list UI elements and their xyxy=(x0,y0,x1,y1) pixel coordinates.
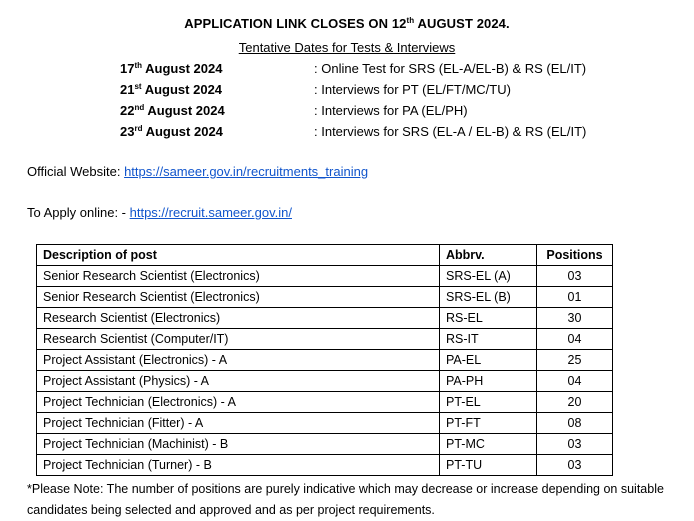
cell-description: Project Technician (Fitter) - A xyxy=(37,413,440,434)
title-superscript: th xyxy=(406,16,415,25)
table-row xyxy=(37,287,613,308)
header-positions: Positions xyxy=(537,245,613,266)
date-month: August 2024 xyxy=(142,61,223,76)
title-text-end: AUGUST 2024. xyxy=(414,16,510,31)
cell-abbreviation: RS-EL xyxy=(440,308,537,329)
cell-description: Project Technician (Turner) - B xyxy=(37,455,440,476)
cell-description: Project Technician (Machinist) - B xyxy=(37,434,440,455)
official-website-label: Official Website: xyxy=(27,164,125,179)
cell-abbreviation: RS-IT xyxy=(440,329,537,350)
table-row xyxy=(37,455,613,476)
title-text: APPLICATION LINK CLOSES ON 12 xyxy=(184,16,407,31)
table-row xyxy=(37,371,613,392)
cell-abbreviation: PT-EL xyxy=(440,392,537,413)
table-row xyxy=(37,308,613,329)
schedule-event: : Interviews for PT (EL/FT/MC/TU) xyxy=(314,82,511,97)
official-website-link[interactable]: https://sameer.gov.in/recruitments_training xyxy=(124,164,369,179)
table-header-row xyxy=(37,245,613,266)
date-superscript: st xyxy=(134,82,142,91)
schedule-date xyxy=(120,124,223,139)
cell-positions: 03 xyxy=(537,434,613,455)
date-day: 17 xyxy=(120,61,135,76)
cell-positions: 04 xyxy=(537,329,613,350)
date-superscript: th xyxy=(134,61,143,70)
cell-positions: 01 xyxy=(537,287,613,308)
page-title xyxy=(0,16,694,31)
cell-description: Research Scientist (Computer/IT) xyxy=(37,329,440,350)
apply-online-line xyxy=(27,205,292,220)
table-row xyxy=(37,392,613,413)
cell-abbreviation: SRS-EL (B) xyxy=(440,287,537,308)
cell-abbreviation: PT-FT xyxy=(440,413,537,434)
date-day: 21 xyxy=(120,82,135,97)
schedule-event: : Online Test for SRS (EL-A/EL-B) & RS (EL/IT) xyxy=(314,61,587,76)
schedule-date xyxy=(120,103,225,118)
schedule-event: : Interviews for SRS (EL-A / EL-B) & RS (EL/IT) xyxy=(314,124,587,139)
header-abbreviation: Abbrv. xyxy=(440,245,537,266)
cell-positions: 03 xyxy=(537,266,613,287)
apply-online-link[interactable]: https://recruit.sameer.gov.in/ xyxy=(129,205,292,220)
official-website-line xyxy=(27,164,368,179)
schedule-row xyxy=(0,82,694,103)
schedule-date xyxy=(120,61,222,76)
table-row xyxy=(37,350,613,371)
cell-abbreviation: SRS-EL (A) xyxy=(440,266,537,287)
cell-abbreviation: PA-EL xyxy=(440,350,537,371)
cell-description: Project Assistant (Physics) - A xyxy=(37,371,440,392)
cell-abbreviation: PT-MC xyxy=(440,434,537,455)
table-row xyxy=(37,434,613,455)
cell-positions: 20 xyxy=(537,392,613,413)
cell-description: Senior Research Scientist (Electronics) xyxy=(37,266,440,287)
date-day: 23 xyxy=(120,124,135,139)
cell-abbreviation: PA-PH xyxy=(440,371,537,392)
cell-description: Project Technician (Electronics) - A xyxy=(37,392,440,413)
schedule-date xyxy=(120,82,222,97)
table-row xyxy=(37,413,613,434)
positions-note: *Please Note: The number of positions are purely indicative which may decrease or increase depending on suitable candidates being selected and approved and as per project requirements. xyxy=(27,482,664,517)
positions-table xyxy=(36,244,613,476)
cell-positions: 30 xyxy=(537,308,613,329)
schedule-row xyxy=(0,61,694,82)
table-row xyxy=(37,266,613,287)
schedule-row xyxy=(0,103,694,124)
date-day: 22 xyxy=(120,103,135,118)
cell-positions: 25 xyxy=(537,350,613,371)
cell-description: Research Scientist (Electronics) xyxy=(37,308,440,329)
schedule-event: : Interviews for PA (EL/PH) xyxy=(314,103,468,118)
apply-online-label: To Apply online: - xyxy=(27,205,130,220)
header-description: Description of post xyxy=(37,245,440,266)
date-superscript: rd xyxy=(134,124,143,133)
date-superscript: nd xyxy=(134,103,145,112)
table-row xyxy=(37,329,613,350)
cell-abbreviation: PT-TU xyxy=(440,455,537,476)
cell-description: Senior Research Scientist (Electronics) xyxy=(37,287,440,308)
date-month: August 2024 xyxy=(144,103,225,118)
cell-positions: 08 xyxy=(537,413,613,434)
cell-positions: 04 xyxy=(537,371,613,392)
schedule-subtitle: Tentative Dates for Tests & Interviews xyxy=(238,40,456,55)
date-month: August 2024 xyxy=(141,82,223,97)
cell-positions: 03 xyxy=(537,455,613,476)
schedule-row xyxy=(0,124,694,145)
date-month: August 2024 xyxy=(142,124,223,139)
cell-description: Project Assistant (Electronics) - A xyxy=(37,350,440,371)
